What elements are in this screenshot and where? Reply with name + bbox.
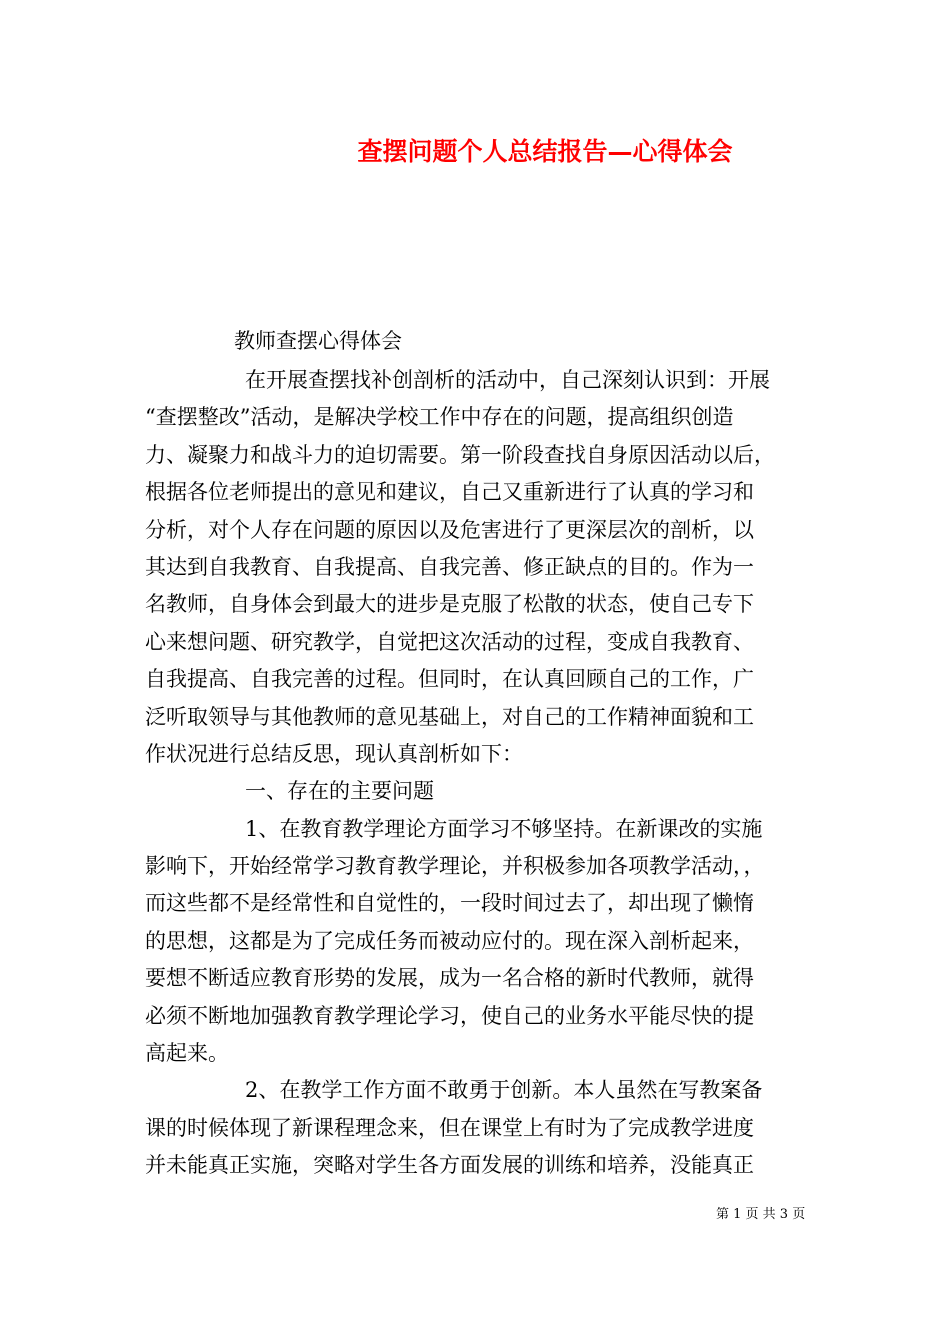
body-line: “查摆整改”活动，是解决学校工作中存在的问题，提高组织创造 xyxy=(145,405,734,430)
page-number: 第 1 页 共 3 页 xyxy=(716,1207,806,1222)
body-line: 泛听取领导与其他教师的意见基础上，对自己的工作精神面貌和工 xyxy=(145,704,754,729)
document-body xyxy=(145,362,815,1185)
body-line: 心来想问题、研究教学，自觉把这次活动的过程，变成自我教育、 xyxy=(145,629,754,654)
body-line: 力、凝聚力和战斗力的迫切需要。第一阶段查找自身原因活动以后， xyxy=(145,442,775,467)
body-line: 1、在教育教学理论方面学习不够坚持。在新课改的实施 xyxy=(245,816,763,841)
body-line: 分析，对个人存在问题的原因以及危害进行了更深层次的剖析，以 xyxy=(145,517,754,542)
body-line: 高起来。 xyxy=(145,1041,229,1066)
section-heading: 一、存在的主要问题 xyxy=(245,779,434,804)
document-subtitle: 教师查摆心得体会 xyxy=(234,329,402,353)
body-line: 名教师，自身体会到最大的进步是克服了松散的状态，使自己专下 xyxy=(145,592,754,617)
body-line: 2、在教学工作方面不敢勇于创新。本人虽然在写教案备 xyxy=(245,1078,763,1103)
body-line: 并未能真正实施，突略对学生各方面发展的训练和培养，没能真正 xyxy=(145,1153,754,1178)
body-line: 影响下，开始经常学习教育教学理论，并积极参加各项教学活动，， xyxy=(145,854,765,879)
body-line: 要想不断适应教育形势的发展，成为一名合格的新时代教师，就得 xyxy=(145,966,754,991)
body-line: 自我提高、自我完善的过程。但同时，在认真回顾自己的工作，广 xyxy=(145,667,754,692)
body-line: 作状况进行总结反思，现认真剖析如下： xyxy=(145,741,523,766)
body-line: 其达到自我教育、自我提高、自我完善、修正缺点的目的。作为一 xyxy=(145,554,754,579)
body-line: 在开展查摆找补创剖析的活动中，自己深刻认识到：开展 xyxy=(245,368,770,392)
body-line: 课的时候体现了新课程理念来，但在课堂上有时为了完成教学进度 xyxy=(145,1115,754,1140)
body-line: 根据各位老师提出的意见和建议，自己又重新进行了认真的学习和 xyxy=(145,480,754,505)
body-line: 必须不断地加强教育教学理论学习，使自己的业务水平能尽快的提 xyxy=(145,1003,754,1028)
body-line: 而这些都不是经常性和自觉性的，一段时间过去了，却出现了懒惰 xyxy=(145,891,754,916)
document-title: 查摆问题个人总结报告—心得体会 xyxy=(357,137,733,166)
body-line: 的思想，这都是为了完成任务而被动应付的。现在深入剖析起来， xyxy=(145,928,754,953)
